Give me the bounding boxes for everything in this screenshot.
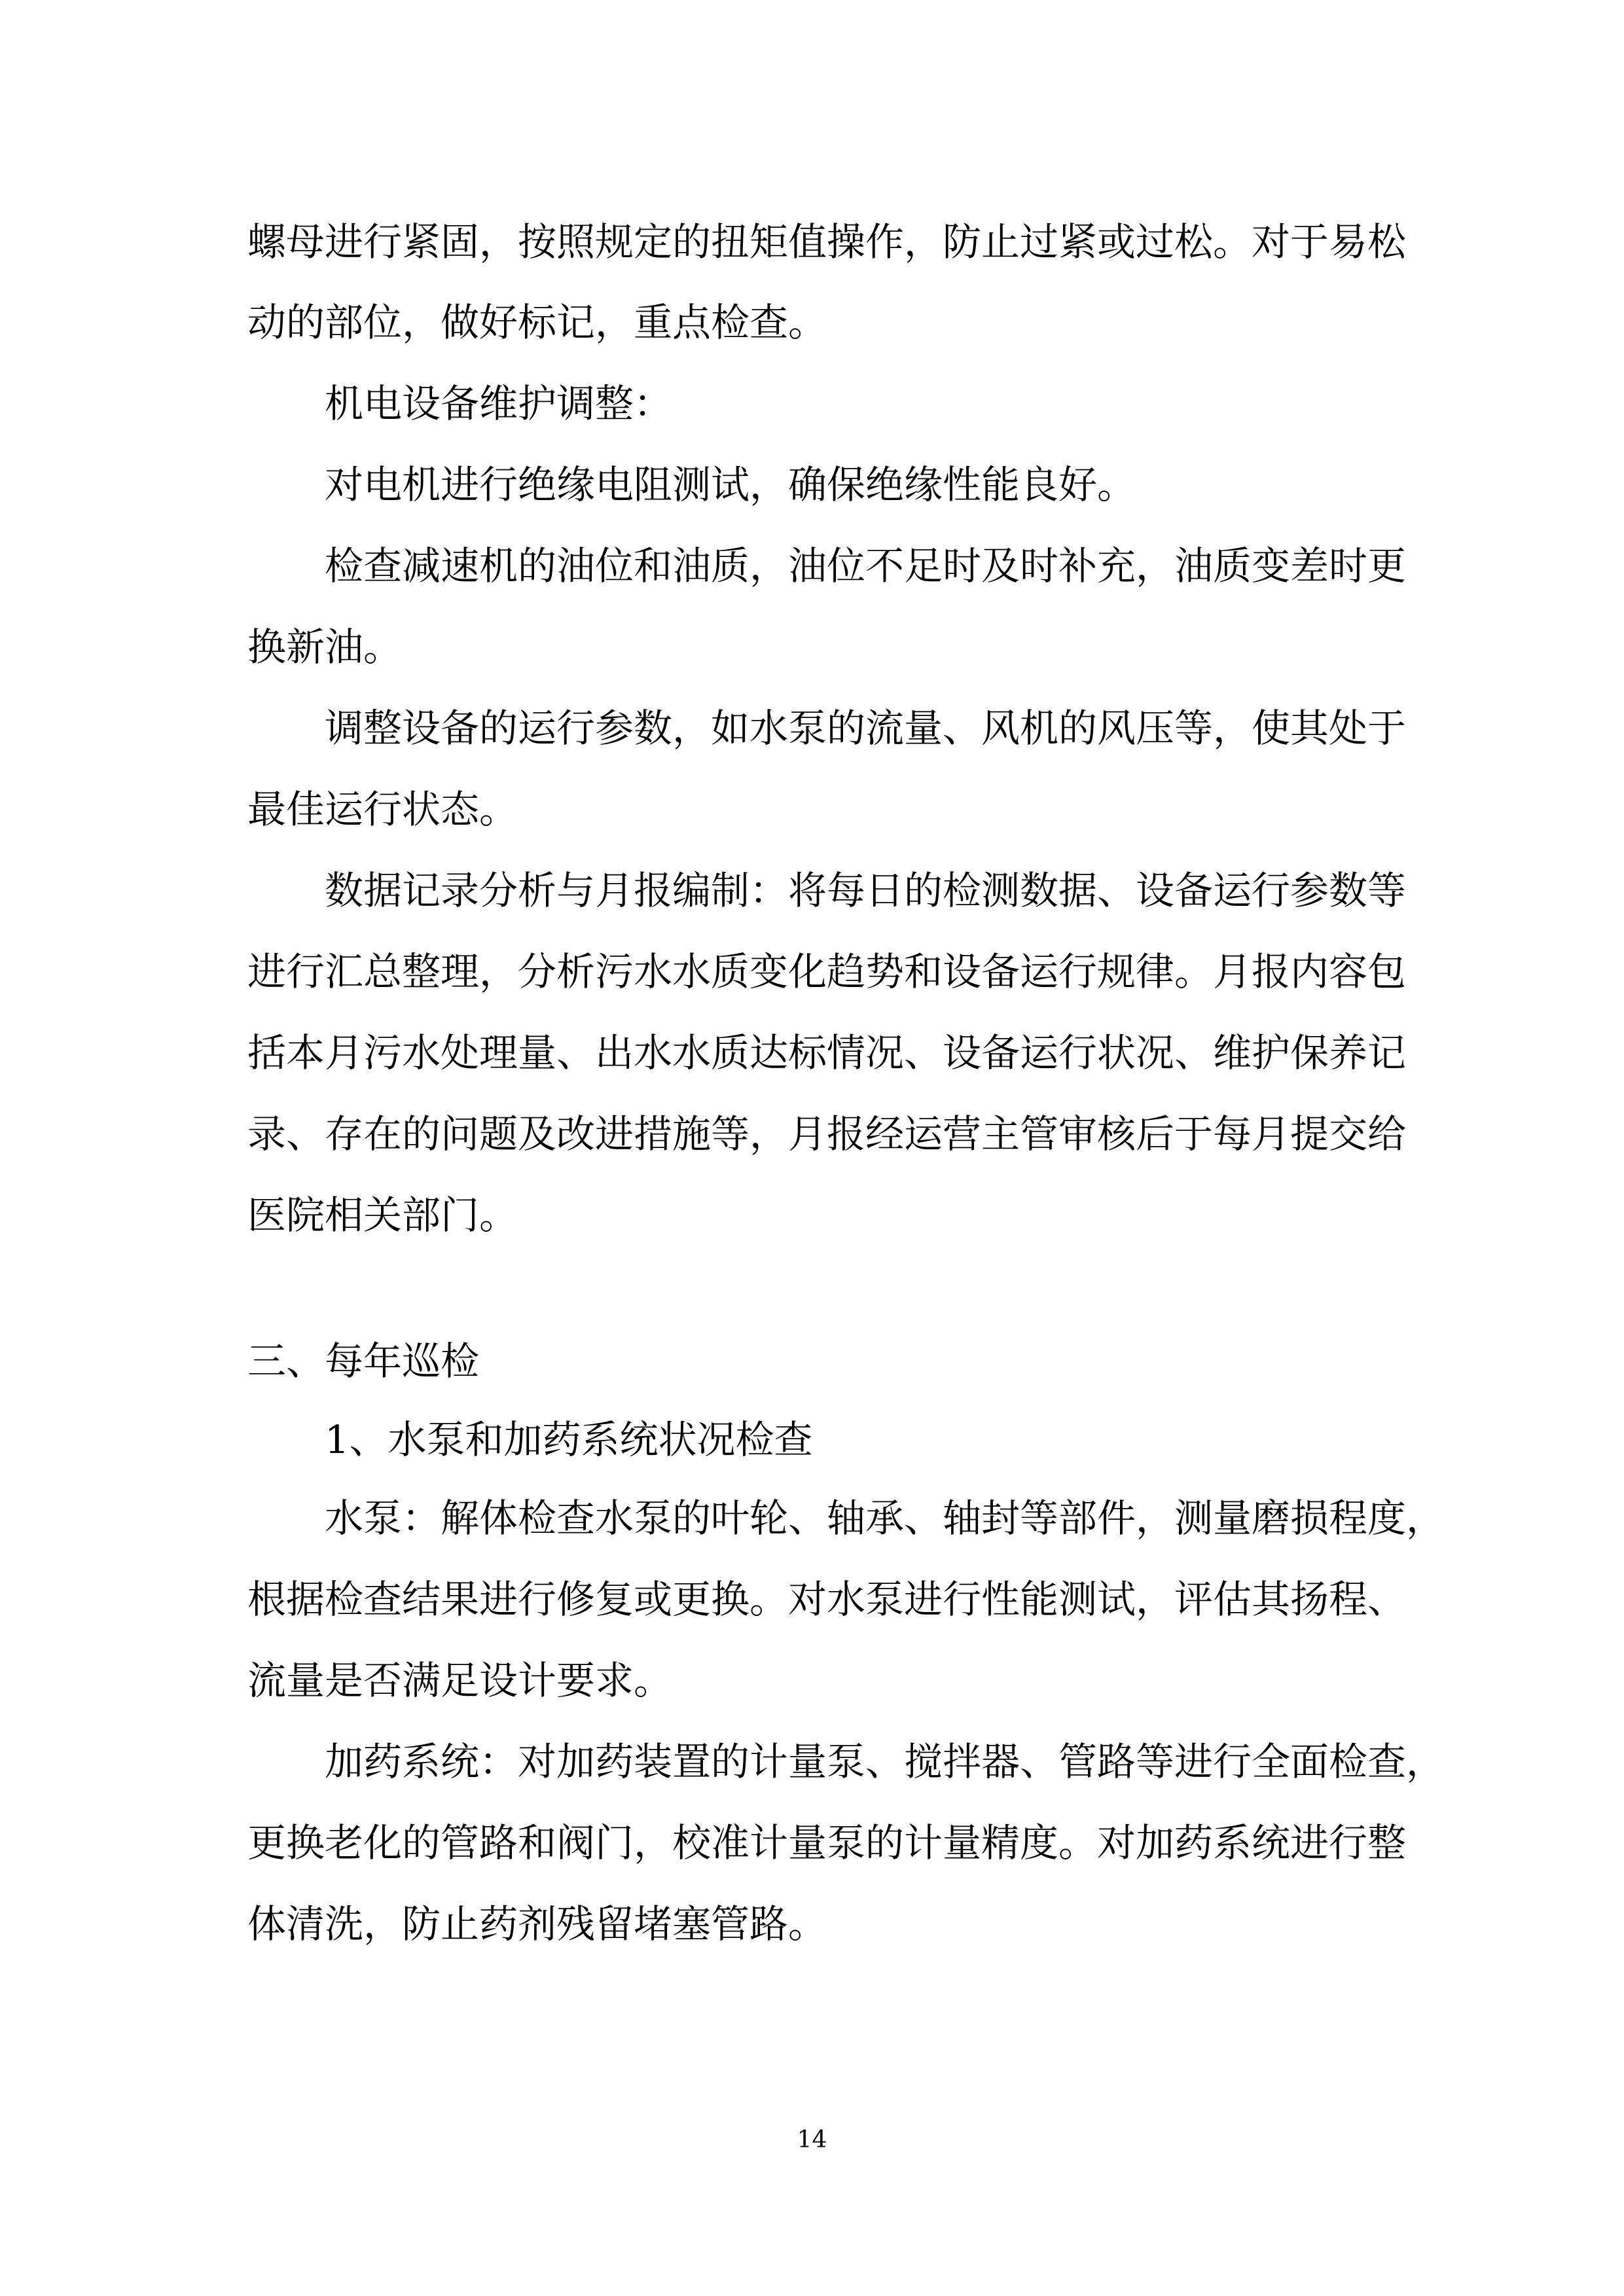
text-line: 录、存在的问题及改进措施等，月报经运营主管审核后于每月提交给	[247, 1111, 1407, 1157]
page-number: 14	[797, 2126, 827, 2153]
text-line: 医院相关部门。	[247, 1193, 518, 1238]
text-line: 加药系统：对加药装置的计量泵、搅拌器、管路等进行全面检查，	[325, 1739, 1445, 1784]
subsection-heading: 1、水泵和加药系统状况检查	[325, 1417, 813, 1462]
text-line: 动的部位，做好标记，重点检查。	[247, 300, 827, 345]
section-heading: 机电设备维护调整：	[325, 381, 673, 426]
text-line: 数据记录分析与月报编制：将每日的检测数据、设备运行参数等	[325, 868, 1407, 913]
text-line: 水泵：解体检查水泵的叶轮、轴承、轴封等部件，测量磨损程度，	[325, 1496, 1445, 1541]
text-line: 调整设备的运行参数，如水泵的流量、风机的风压等，使其处于	[325, 706, 1407, 751]
section-heading: 三、每年巡检	[247, 1338, 480, 1384]
text-line: 流量是否满足设计要求。	[247, 1658, 673, 1703]
text-line: 对电机进行绝缘电阻测试，确保绝缘性能良好。	[325, 462, 1136, 507]
text-line: 进行汇总整理，分析污水水质变化趋势和设备运行规律。月报内容包	[247, 949, 1407, 994]
text-line: 更换老化的管路和阀门，校准计量泵的计量精度。对加药系统进行整	[247, 1820, 1407, 1865]
text-line: 换新油。	[247, 624, 403, 670]
text-line: 检查减速机的油位和油质，油位不足时及时补充，油质变差时更	[325, 543, 1407, 588]
text-line: 体清洗，防止药剂残留堵塞管路。	[247, 1901, 827, 1946]
text-line: 括本月污水处理量、出水水质达标情况、设备运行状况、维护保养记	[247, 1030, 1407, 1075]
text-line: 根据检查结果进行修复或更换。对水泵进行性能测试，评估其扬程、	[247, 1577, 1407, 1622]
text-line: 螺母进行紧固，按照规定的扭矩值操作，防止过紧或过松。对于易松	[247, 219, 1407, 264]
text-line: 最佳运行状态。	[247, 787, 518, 832]
